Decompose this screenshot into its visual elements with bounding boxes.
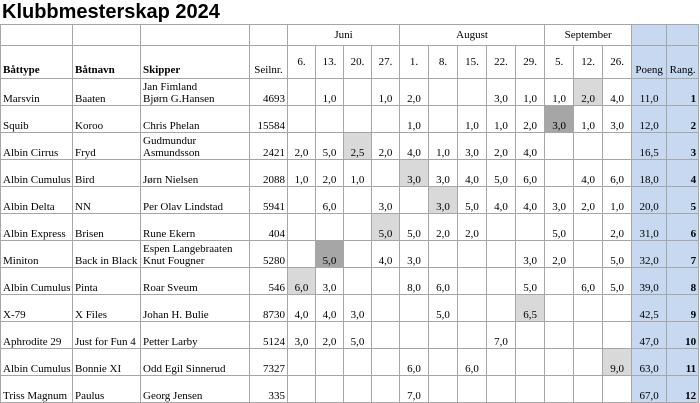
points-cell: 31,0 — [632, 214, 667, 241]
score-cell — [545, 268, 574, 295]
rank-cell: 9 — [667, 295, 699, 322]
header-date: 26. — [603, 46, 632, 79]
score-cell — [487, 376, 516, 403]
sail-number-cell: 4693 — [250, 79, 288, 106]
score-cell: 4,0 — [516, 133, 545, 160]
sail-number-cell: 335 — [250, 376, 288, 403]
skipper-line-2: Odd Egil Sinnerud — [143, 363, 226, 375]
points-cell: 32,0 — [632, 241, 667, 268]
boat-name-cell: Koroo — [73, 106, 141, 133]
boat-type-cell: Albin Cumulus — [1, 268, 73, 295]
header-battype: Båttype — [1, 46, 73, 79]
score-cell — [316, 376, 344, 403]
score-cell: 2,0 — [288, 133, 316, 160]
skipper-line-2: Knut Fougner — [143, 255, 205, 267]
sail-number-cell: 404 — [250, 214, 288, 241]
score-cell — [400, 322, 429, 349]
boat-name-cell: Baaten — [73, 79, 141, 106]
header-skipper: Skipper — [141, 46, 250, 79]
score-cell — [603, 133, 632, 160]
score-cell — [372, 322, 400, 349]
skipper-line-2: Petter Larby — [143, 336, 198, 348]
score-cell — [372, 268, 400, 295]
points-cell: 47,0 — [632, 322, 667, 349]
score-cell: 5,0 — [603, 241, 632, 268]
score-cell — [344, 187, 372, 214]
sail-number-cell: 7327 — [250, 349, 288, 376]
score-cell — [516, 322, 545, 349]
score-cell — [288, 187, 316, 214]
score-cell — [344, 268, 372, 295]
header-date: 29. — [516, 46, 545, 79]
table-row — [1, 214, 699, 241]
month-august: August — [400, 25, 545, 46]
points-cell: 42,5 — [632, 295, 667, 322]
score-cell — [429, 322, 458, 349]
score-cell: 6,0 — [458, 349, 487, 376]
score-cell — [372, 376, 400, 403]
score-cell — [545, 376, 574, 403]
rank-cell: 4 — [667, 160, 699, 187]
score-cell — [574, 133, 603, 160]
header-batnavn: Båtnavn — [73, 46, 141, 79]
sail-number-cell: 15584 — [250, 106, 288, 133]
score-cell — [316, 349, 344, 376]
score-cell — [288, 349, 316, 376]
rank-cell: 2 — [667, 106, 699, 133]
boat-type-cell: Albin Cirrus — [1, 133, 73, 160]
score-cell — [545, 295, 574, 322]
sail-number-cell: 5941 — [250, 187, 288, 214]
score-cell — [429, 241, 458, 268]
score-cell — [344, 241, 372, 268]
score-cell — [316, 214, 344, 241]
score-cell: 1,0 — [288, 160, 316, 187]
score-cell — [458, 376, 487, 403]
score-cell: 1,0 — [574, 106, 603, 133]
score-cell: 6,0 — [288, 268, 316, 295]
score-cell: 1,0 — [372, 79, 400, 106]
score-cell: 3,0 — [316, 268, 344, 295]
skipper-cell — [141, 79, 250, 106]
score-cell — [400, 187, 429, 214]
score-cell: 3,0 — [400, 241, 429, 268]
skipper-line-2: Georg Jensen — [143, 390, 203, 402]
score-cell: 2,0 — [516, 106, 545, 133]
score-cell — [372, 295, 400, 322]
score-cell — [458, 322, 487, 349]
header-date: 12. — [574, 46, 603, 79]
skipper-cell — [141, 295, 250, 322]
score-cell: 5,0 — [545, 214, 574, 241]
score-cell — [344, 349, 372, 376]
score-cell — [487, 295, 516, 322]
score-cell: 4,0 — [372, 241, 400, 268]
rank-cell: 11 — [667, 349, 699, 376]
score-cell: 9,0 — [603, 349, 632, 376]
rank-cell: 8 — [667, 268, 699, 295]
boat-type-cell: Miniton — [1, 241, 73, 268]
month-september: September — [545, 25, 632, 46]
score-cell: 2,0 — [316, 160, 344, 187]
points-cell: 11,0 — [632, 79, 667, 106]
score-cell: 2,0 — [372, 133, 400, 160]
rank-cell: 3 — [667, 133, 699, 160]
table-row — [1, 349, 699, 376]
boat-name-cell: NN — [73, 187, 141, 214]
score-cell — [400, 295, 429, 322]
score-cell — [372, 160, 400, 187]
score-cell: 4,0 — [574, 160, 603, 187]
boat-name-cell: Bird — [73, 160, 141, 187]
score-cell — [603, 295, 632, 322]
boat-name-cell: Fryd — [73, 133, 141, 160]
score-cell — [288, 241, 316, 268]
score-cell: 3,0 — [545, 187, 574, 214]
table-row — [1, 322, 699, 349]
skipper-line-2: Roar Sveum — [143, 282, 198, 294]
score-cell — [372, 349, 400, 376]
boat-name-cell: X Files — [73, 295, 141, 322]
score-cell — [429, 79, 458, 106]
score-cell: 6,0 — [516, 160, 545, 187]
score-cell — [487, 268, 516, 295]
boat-type-cell: Albin Delta — [1, 187, 73, 214]
header-rang: Rang. — [667, 46, 699, 79]
score-cell — [574, 214, 603, 241]
score-cell: 2,0 — [603, 214, 632, 241]
skipper-cell — [141, 322, 250, 349]
score-cell: 2,5 — [344, 133, 372, 160]
score-cell: 2,0 — [487, 133, 516, 160]
score-cell: 4,0 — [400, 133, 429, 160]
boat-type-cell: Albin Cumulus — [1, 160, 73, 187]
score-cell — [372, 106, 400, 133]
table-row — [1, 106, 699, 133]
skipper-line-1: Jan Fimland — [143, 81, 198, 93]
rank-cell: 6 — [667, 214, 699, 241]
rank-cell: 12 — [667, 376, 699, 403]
score-cell — [603, 376, 632, 403]
skipper-cell — [141, 349, 250, 376]
sail-number-cell: 5124 — [250, 322, 288, 349]
boat-name-cell: Just for Fun 4 — [73, 322, 141, 349]
score-cell — [458, 79, 487, 106]
header-poeng: Poeng — [632, 46, 667, 79]
rank-cell: 1 — [667, 79, 699, 106]
score-cell: 7,0 — [487, 322, 516, 349]
score-cell — [458, 241, 487, 268]
points-cell: 20,0 — [632, 187, 667, 214]
skipper-line-2: Johan H. Bulie — [143, 309, 209, 321]
boat-name-cell: Bonnie XI — [73, 349, 141, 376]
score-cell — [344, 214, 372, 241]
score-cell: 4,0 — [516, 187, 545, 214]
score-cell: 6,0 — [603, 160, 632, 187]
score-cell: 8,0 — [400, 268, 429, 295]
score-cell — [487, 214, 516, 241]
header-date: 5. — [545, 46, 574, 79]
score-cell: 4,0 — [603, 79, 632, 106]
table-row — [1, 79, 699, 106]
score-cell: 3,0 — [372, 187, 400, 214]
score-cell — [344, 376, 372, 403]
skipper-line-2: Bjørn G.Hansen — [143, 93, 215, 105]
boat-type-cell: Squib — [1, 106, 73, 133]
score-cell: 5,0 — [603, 268, 632, 295]
score-cell: 3,0 — [288, 322, 316, 349]
score-cell: 2,0 — [400, 79, 429, 106]
table-row — [1, 160, 699, 187]
score-cell: 1,0 — [344, 160, 372, 187]
score-cell: 5,0 — [516, 268, 545, 295]
boat-type-cell: Albin Cumulus — [1, 349, 73, 376]
sail-number-cell: 5280 — [250, 241, 288, 268]
skipper-cell — [141, 133, 250, 160]
score-cell — [545, 160, 574, 187]
skipper-line-2: Per Olav Lindstad — [143, 201, 224, 213]
score-cell: 4,0 — [458, 160, 487, 187]
page-title: Klubbmesterskap 2024 — [2, 1, 220, 23]
score-cell: 6,0 — [429, 268, 458, 295]
score-cell: 6,5 — [516, 295, 545, 322]
table-row — [1, 268, 699, 295]
score-cell: 3,0 — [545, 106, 574, 133]
score-cell — [288, 214, 316, 241]
table-row — [1, 241, 699, 268]
points-cell: 63,0 — [632, 349, 667, 376]
score-cell: 6,0 — [400, 349, 429, 376]
boat-type-cell: Marsvin — [1, 79, 73, 106]
score-cell: 5,0 — [487, 160, 516, 187]
score-cell — [458, 295, 487, 322]
score-cell — [516, 349, 545, 376]
score-cell — [545, 322, 574, 349]
score-cell: 3,0 — [516, 241, 545, 268]
score-cell — [516, 376, 545, 403]
points-cell: 12,0 — [632, 106, 667, 133]
skipper-line-1: Espen Langebraaten — [143, 243, 233, 255]
table-row — [1, 187, 699, 214]
boat-type-cell: Albin Express — [1, 214, 73, 241]
score-cell: 5,0 — [316, 241, 344, 268]
score-cell: 5,0 — [344, 322, 372, 349]
score-cell: 2,0 — [429, 214, 458, 241]
skipper-line-2: Chris Phelan — [143, 120, 200, 132]
points-cell: 39,0 — [632, 268, 667, 295]
rank-cell: 10 — [667, 322, 699, 349]
month-header-row — [1, 25, 699, 46]
score-cell — [429, 349, 458, 376]
table-row — [1, 295, 699, 322]
score-cell: 1,0 — [316, 79, 344, 106]
score-cell: 4,0 — [316, 295, 344, 322]
score-cell — [545, 349, 574, 376]
boat-type-cell: X-79 — [1, 295, 73, 322]
sail-number-cell: 2421 — [250, 133, 288, 160]
score-cell: 3,0 — [458, 133, 487, 160]
score-cell: 3,0 — [429, 160, 458, 187]
header-date: 27. — [372, 46, 400, 79]
skipper-cell — [141, 376, 250, 403]
score-cell: 2,0 — [458, 214, 487, 241]
skipper-cell — [141, 268, 250, 295]
boat-name-cell: Back in Black — [73, 241, 141, 268]
skipper-cell — [141, 187, 250, 214]
score-cell: 2,0 — [574, 187, 603, 214]
score-cell — [288, 106, 316, 133]
sail-number-cell: 8730 — [250, 295, 288, 322]
score-cell — [429, 376, 458, 403]
boat-name-cell: Paulus — [73, 376, 141, 403]
score-cell: 2,0 — [316, 322, 344, 349]
score-cell: 1,0 — [603, 187, 632, 214]
score-cell — [574, 322, 603, 349]
score-cell: 1,0 — [429, 133, 458, 160]
table-row — [1, 133, 699, 160]
results-table — [0, 24, 699, 403]
score-cell — [344, 79, 372, 106]
score-cell: 3,0 — [487, 79, 516, 106]
header-date: 22. — [487, 46, 516, 79]
score-cell: 5,0 — [400, 214, 429, 241]
score-cell — [545, 133, 574, 160]
header-date: 1. — [400, 46, 429, 79]
header-date: 20. — [344, 46, 372, 79]
score-cell: 4,0 — [288, 295, 316, 322]
score-cell — [458, 268, 487, 295]
score-cell: 6,0 — [574, 268, 603, 295]
skipper-line-1: Gudmundur — [143, 135, 197, 147]
sail-number-cell: 2088 — [250, 160, 288, 187]
header-seilnr: Seilnr. — [250, 46, 288, 79]
points-cell: 16,5 — [632, 133, 667, 160]
column-header-row — [1, 46, 699, 79]
boat-name-cell: Pinta — [73, 268, 141, 295]
month-juni: Juni — [288, 25, 400, 46]
score-cell: 4,0 — [487, 187, 516, 214]
boat-type-cell: Triss Magnum — [1, 376, 73, 403]
skipper-cell — [141, 214, 250, 241]
score-cell — [288, 376, 316, 403]
score-cell: 1,0 — [516, 79, 545, 106]
score-cell — [487, 241, 516, 268]
score-cell: 1,0 — [400, 106, 429, 133]
score-cell: 7,0 — [400, 376, 429, 403]
score-cell: 1,0 — [545, 79, 574, 106]
score-cell: 2,0 — [545, 241, 574, 268]
score-cell — [344, 106, 372, 133]
score-cell: 5,0 — [458, 187, 487, 214]
score-cell — [316, 106, 344, 133]
table-row — [1, 376, 699, 403]
skipper-cell — [141, 160, 250, 187]
skipper-line-2: Asmundsson — [143, 147, 200, 159]
score-cell — [574, 376, 603, 403]
skipper-cell — [141, 106, 250, 133]
header-date: 6. — [288, 46, 316, 79]
boat-name-cell: Brisen — [73, 214, 141, 241]
score-cell: 2,0 — [574, 79, 603, 106]
score-cell — [429, 106, 458, 133]
score-cell — [574, 241, 603, 268]
points-cell: 67,0 — [632, 376, 667, 403]
score-cell: 3,0 — [603, 106, 632, 133]
score-cell: 1,0 — [458, 106, 487, 133]
score-cell: 6,0 — [316, 187, 344, 214]
header-date: 15. — [458, 46, 487, 79]
skipper-cell — [141, 241, 250, 268]
score-cell: 3,0 — [429, 187, 458, 214]
skipper-line-2: Jørn Nielsen — [143, 174, 199, 186]
sail-number-cell: 546 — [250, 268, 288, 295]
score-cell — [574, 349, 603, 376]
score-cell — [516, 214, 545, 241]
rank-cell: 7 — [667, 241, 699, 268]
skipper-line-2: Rune Ekern — [143, 228, 196, 240]
score-cell: 1,0 — [487, 106, 516, 133]
score-cell — [487, 349, 516, 376]
header-date: 8. — [429, 46, 458, 79]
score-cell — [288, 79, 316, 106]
score-cell: 3,0 — [344, 295, 372, 322]
score-cell — [574, 295, 603, 322]
score-cell: 3,0 — [400, 160, 429, 187]
header-date: 13. — [316, 46, 344, 79]
points-cell: 18,0 — [632, 160, 667, 187]
boat-type-cell: Aphrodite 29 — [1, 322, 73, 349]
score-cell — [603, 322, 632, 349]
rank-cell: 5 — [667, 187, 699, 214]
score-cell: 5,0 — [429, 295, 458, 322]
score-cell: 5,0 — [316, 133, 344, 160]
score-cell: 5,0 — [372, 214, 400, 241]
